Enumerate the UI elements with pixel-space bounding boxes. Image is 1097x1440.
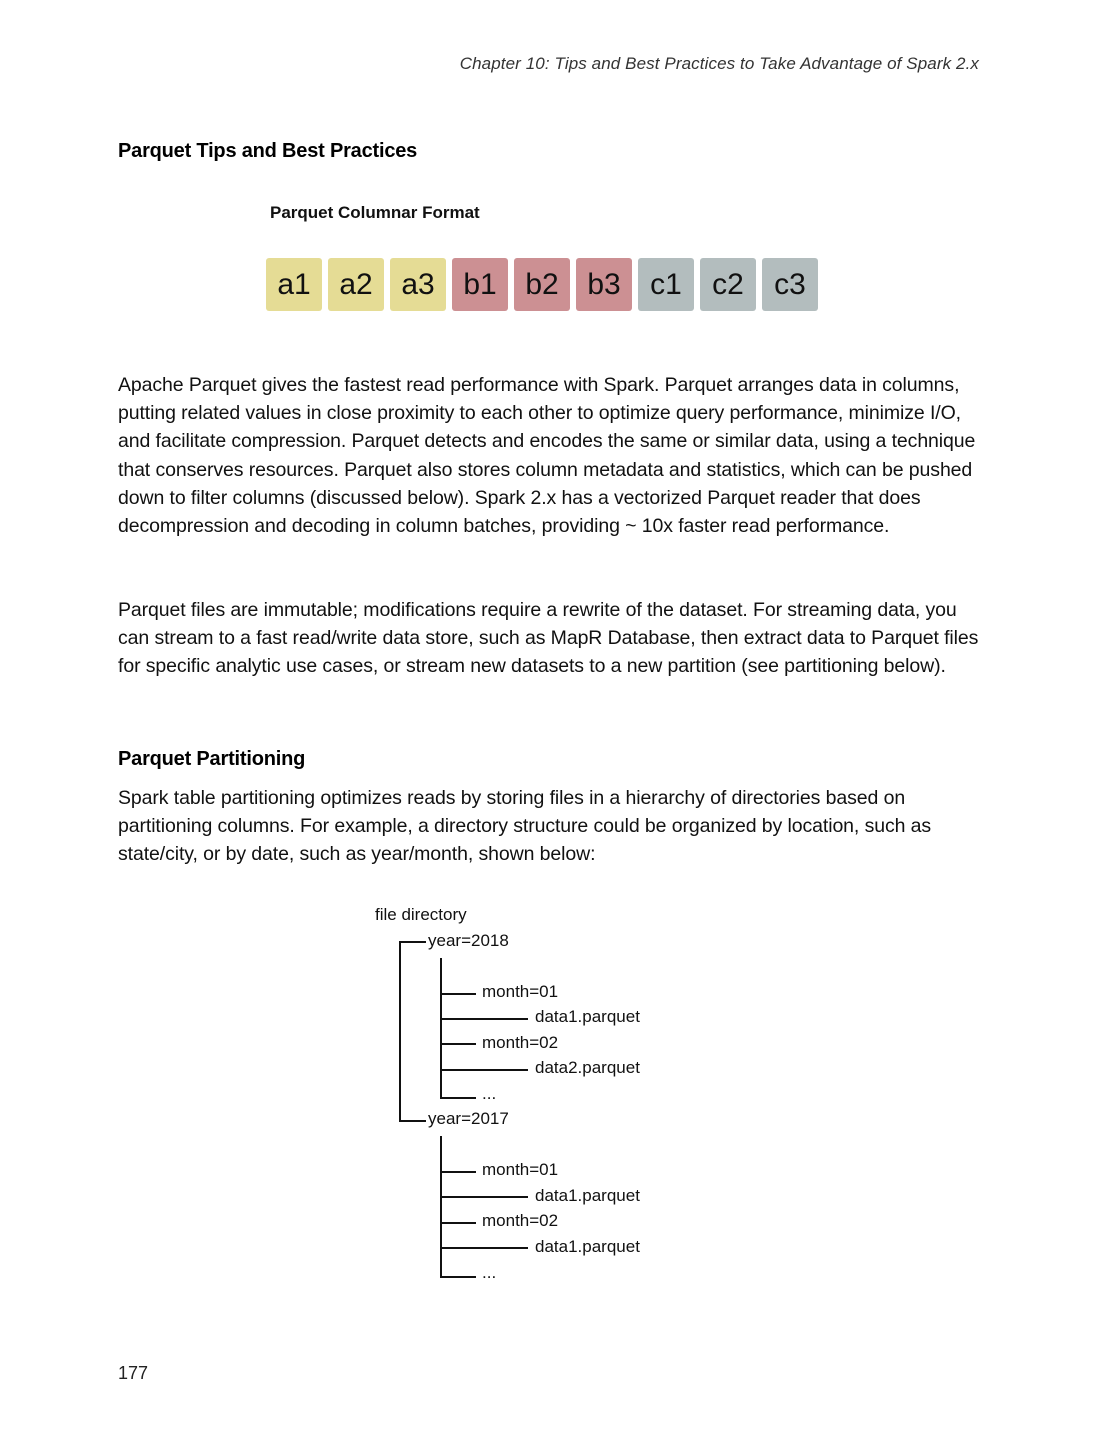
column-cell-a3: a3 bbox=[390, 258, 446, 311]
paragraph-partitioning: Spark table partitioning optimizes reads by storing files in a hierarchy of directories based on partitioning columns. For example, a directory structure could be organized by location, such as state/city, or by date, such as year/month, shown below: bbox=[118, 787, 932, 866]
tree-node-month: month=02 bbox=[482, 1033, 559, 1052]
paragraph-parquet-immutable: Parquet files are immutable; modifications require a rewrite of the dataset. For streaming data, you can stream to a fast read/write data store, such as MapR Database, then extract data to Parquet files for specific analytic use cases, or stream new datasets to a new partition (see partitioning below). bbox=[118, 599, 979, 678]
tree-connector bbox=[440, 1171, 476, 1173]
tree-connector bbox=[440, 993, 476, 995]
tree-connector bbox=[440, 1247, 528, 1249]
tree-branch-2018 bbox=[399, 941, 426, 943]
tree-connector bbox=[440, 1043, 476, 1045]
tree-node-file: data1.parquet bbox=[535, 1007, 640, 1026]
tree-node-file: data1.parquet bbox=[535, 1186, 640, 1205]
tree-2017-vertical bbox=[440, 1136, 442, 1278]
tree-branch-2017 bbox=[399, 1120, 426, 1122]
tree-node-month: month=02 bbox=[482, 1211, 559, 1230]
section-heading-partitioning: Parquet Partitioning bbox=[118, 748, 306, 770]
section-heading-parquet-tips: Parquet Tips and Best Practices bbox=[118, 140, 418, 162]
tree-connector bbox=[440, 1222, 476, 1224]
tree-node-month: month=01 bbox=[482, 982, 559, 1001]
tree-root-label: file directory bbox=[375, 905, 467, 924]
column-cell-b2: b2 bbox=[514, 258, 570, 311]
column-cell-a2: a2 bbox=[328, 258, 384, 311]
column-cell-a1: a1 bbox=[266, 258, 322, 311]
column-cell-c2: c2 bbox=[700, 258, 756, 311]
tree-connector bbox=[440, 1276, 476, 1278]
tree-connector bbox=[440, 1196, 528, 1198]
page-number: 177 bbox=[118, 1363, 149, 1383]
figure-title: Parquet Columnar Format bbox=[270, 203, 480, 222]
tree-connector bbox=[440, 1018, 528, 1020]
tree-node-year-2017: year=2017 bbox=[428, 1109, 509, 1128]
tree-node-ellipsis: ... bbox=[482, 1084, 497, 1103]
tree-connector bbox=[440, 1097, 476, 1099]
tree-2018-vertical bbox=[440, 958, 442, 1098]
tree-node-file: data1.parquet bbox=[535, 1237, 640, 1256]
columnar-format-figure bbox=[266, 258, 818, 311]
tree-connector bbox=[440, 1069, 528, 1071]
tree-node-file: data2.parquet bbox=[535, 1058, 640, 1077]
tree-node-year-2018: year=2018 bbox=[428, 931, 509, 950]
tree-node-month: month=01 bbox=[482, 1160, 559, 1179]
tree-trunk-line bbox=[399, 941, 401, 1121]
column-cell-b3: b3 bbox=[576, 258, 632, 311]
running-header: Chapter 10: Tips and Best Practices to Take Advantage of Spark 2.x bbox=[459, 54, 979, 73]
paragraph-parquet-performance: Apache Parquet gives the fastest read performance with Spark. Parquet arranges data in columns, putting related values in close proximity to each other to optimize query performance, minimize I/O, and facilitate compression. Parquet detects and encodes the same or similar data, using a technique that conserves resources. Parquet also stores column metadata and statistics, which can be pushed down to filter columns (discussed below). Spark 2.x has a vectorized Parquet reader that does decompression and decoding in column batches, providing ~ 10x faster read performance. bbox=[118, 374, 976, 538]
column-cell-c3: c3 bbox=[762, 258, 818, 311]
tree-node-ellipsis: ... bbox=[482, 1263, 497, 1282]
column-cell-b1: b1 bbox=[452, 258, 508, 311]
column-cell-c1: c1 bbox=[638, 258, 694, 311]
